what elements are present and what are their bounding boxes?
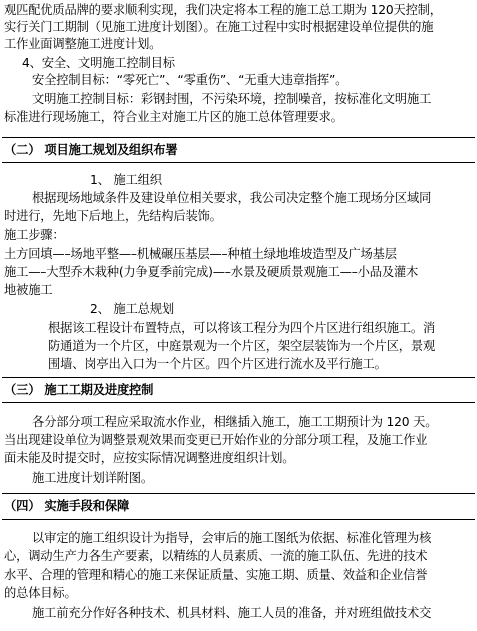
section-subheading: 1、 施工组织 (90, 173, 162, 187)
body-text-line: 实行关门工期制（见施工进度计划图）。在施工过程中实时根据建设单位提供的施 (4, 20, 434, 34)
body-text-line: 各分部分项工程应采取流水作业，相继插入施工，施工工期预计为 120 天。 (32, 415, 438, 429)
body-text-line: 施工进度计划详附图。 (32, 471, 153, 485)
body-text-line: 文明施工控制目标：彩钢封围，不污染环境，控制噪音，按标准化文明施工 (32, 92, 432, 106)
body-text-line: 根据现场地域条件及建设单位相关要求，我公司决定整个施工现场分区域同 (32, 191, 432, 205)
heading-rule-top (2, 493, 475, 494)
section-subheading: 4、安全、文明施工控制目标 (22, 56, 175, 70)
body-text-line: 水平、合理的管理和精心的施工来保证质量、实施工期、质量、效益和企业信誉 (4, 568, 428, 582)
section-heading: （二） 项目施工规划及组织布署 (4, 143, 178, 157)
body-text-line: 根据该工程设计布置特点，可以将该工程分为四个片区进行组织施工。消 (48, 321, 436, 335)
section-subheading: 2、 施工总规划 (90, 302, 174, 316)
body-text-line: 当出现建设单位为调整景观效果而变更已开始作业的分部分项工程，及施工作业 (4, 433, 428, 447)
body-text-line: 土方回填—–场地平整—–机械碾压基层—–种植土绿地堆坡造型及广场基层 (4, 247, 397, 261)
body-text-line: 工作业面调整施工进度计划。 (4, 37, 162, 51)
body-text-line: 施工—–大型乔木栽种(力争夏季前完成)—–水景及硬质景观施工—–小品及灌木 (4, 265, 419, 279)
heading-rule-bottom (2, 519, 475, 520)
body-text-line: 时进行，先地下后地上，先结构后装饰。 (4, 209, 222, 223)
body-text-line: 面未能及时提交时，应按实际情况调整进度组织计划。 (4, 451, 295, 465)
body-text-line: 围墙、岗亭出入口为一个片区。四个片区进行流水及平行施工。 (48, 357, 387, 371)
body-text-line: 地被施工 (4, 283, 53, 297)
body-text-line: 心，调动生产力各生产要素，以精练的人员素质、一流的施工队伍、先进的技术 (4, 549, 428, 563)
heading-rule-top (2, 377, 475, 378)
section-heading: （四） 实施手段和保障 (4, 499, 130, 513)
heading-rule-bottom (2, 162, 475, 163)
body-text-line: 安全控制目标：“零死亡”、“零重伤”、“无重大违章指挥”。 (32, 73, 348, 87)
heading-rule-top (2, 137, 475, 138)
body-text-line: 施工前充分作好各种技术、机具材料、施工人员的准备，并对班组做技术交 (32, 606, 432, 620)
body-text-line: 以审定的施工组织设计为指导，会审后的施工图纸为依据、标准化管理为核 (32, 531, 432, 545)
body-text-line: 防通道为一个片区，中庭景观为一个片区，架空层装饰为一个片区，景观 (48, 339, 436, 353)
body-text-line: 施工步骤： (4, 228, 65, 242)
section-heading: （三） 施工工期及进度控制 (4, 383, 154, 397)
body-text-line: 标准进行现场施工，符合业主对施工片区的施工总体管理要求。 (4, 110, 343, 124)
body-text-line: 的总体目标。 (4, 586, 77, 600)
heading-rule-bottom (2, 402, 475, 403)
body-text-line: 观匹配优质品牌的要求顺利实现，我们决定将本工程的施工总工期为 120天控制， (4, 3, 442, 17)
